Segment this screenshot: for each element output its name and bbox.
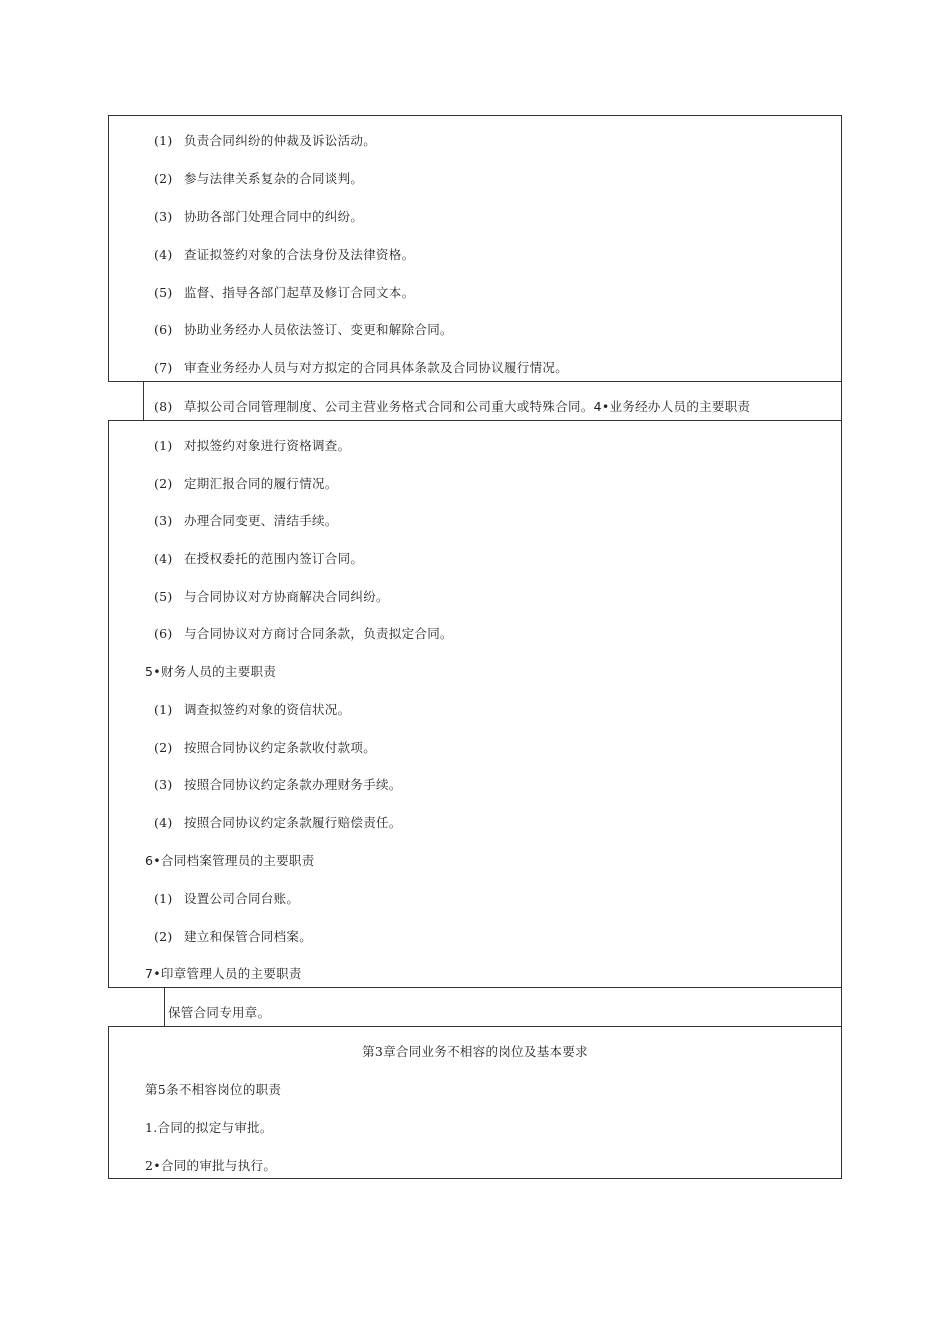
list-item: (3) 按照合同协议约定条款办理财务手续。 (154, 777, 402, 792)
chapter-title: 第3章合同业务不相容的岗位及基本要求 (362, 1044, 588, 1059)
list-item: (2) 定期汇报合同的履行情况。 (154, 476, 338, 491)
list-item: 2•合同的审批与执行。 (145, 1158, 277, 1173)
section-heading: 4•业务经办人员的主要职责 (593, 399, 751, 414)
section-heading: 5•财务人员的主要职责 (145, 664, 277, 679)
list-item: (4) 查证拟签约对象的合法身份及法律资格。 (154, 247, 415, 262)
list-item: (1) 对拟签约对象进行资格调查。 (154, 438, 351, 453)
section-heading: 6•合同档案管理员的主要职责 (145, 853, 315, 868)
section-heading: 7•印章管理人员的主要职责 (145, 966, 302, 981)
list-item: 1.合同的拟定与审批。 (145, 1120, 273, 1135)
list-item: (3) 协助各部门处理合同中的纠纷。 (154, 209, 364, 224)
list-item: (1) 调查拟签约对象的资信状况。 (154, 702, 351, 717)
article-heading: 第5条不相容岗位的职责 (145, 1082, 282, 1097)
list-item: (6) 协助业务经办人员依法签订、变更和解除合同。 (154, 322, 453, 337)
list-item: (4) 按照合同协议约定条款履行赔偿责任。 (154, 815, 402, 830)
list-item: (2) 建立和保管合同档案。 (154, 929, 313, 944)
list-item: (5) 与合同协议对方协商解决合同纠纷。 (154, 589, 389, 604)
list-item: (6) 与合同协议对方商讨合同条款，负责拟定合同。 (154, 626, 453, 641)
list-item: (8) 草拟公司合同管理制度、公司主营业务格式合同和公司重大或特殊合同。4•业务经办人员的主要职责 (154, 399, 751, 414)
list-item: (1) 负责合同纠纷的仲裁及诉讼活动。 (154, 133, 377, 148)
list-item: (5) 监督、指导各部门起草及修订合同文本。 (154, 285, 415, 300)
list-item: (1) 设置公司合同台账。 (154, 891, 300, 906)
list-item: (3) 办理合同变更、清结手续。 (154, 513, 338, 528)
list-item: (2) 参与法律关系复杂的合同谈判。 (154, 171, 364, 186)
list-item: (7) 审查业务经办人员与对方拟定的合同具体条款及合同协议履行情况。 (154, 360, 569, 375)
list-item: 保管合同专用章。 (168, 1005, 271, 1020)
list-item: (2) 按照合同协议约定条款收付款项。 (154, 740, 377, 755)
list-item: (4) 在授权委托的范围内签订合同。 (154, 551, 364, 566)
